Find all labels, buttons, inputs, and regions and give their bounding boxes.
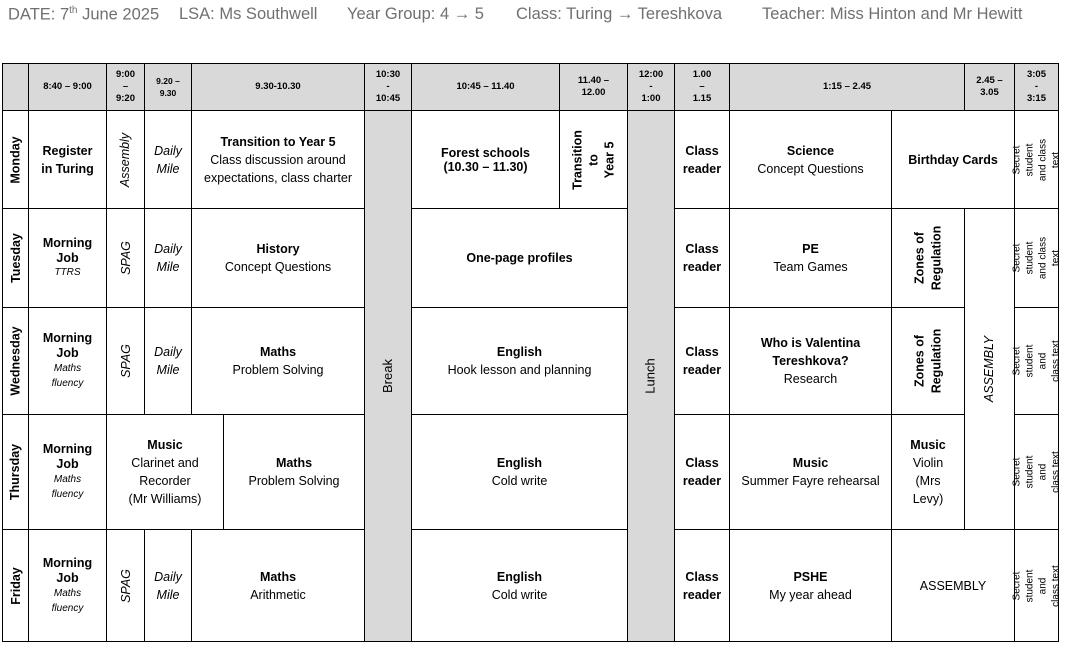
secret-student-cell: Secret student and class text	[1014, 208, 1059, 308]
day-thursday: Thursday	[2, 414, 29, 530]
assembly-cell: ASSEMBLY	[891, 529, 1015, 642]
class-label: Class: Turing → Tereshkova	[516, 5, 723, 23]
time-header: 10:45 – 11.40	[411, 63, 560, 111]
lsa-label: LSA: Ms Southwell	[179, 5, 318, 23]
time-header: 11.40 – 12.00	[559, 63, 628, 111]
history-cell: History Concept Questions	[191, 208, 365, 308]
time-header: 3:05 - 3:15	[1014, 63, 1059, 111]
profiles-cell: One-page profiles	[411, 208, 628, 308]
daily-mile-cell: Daily Mile	[144, 208, 192, 308]
zones-cell: Zones of Regulation	[891, 307, 965, 415]
day-wednesday: Wednesday	[2, 307, 29, 415]
class-reader-cell: Class reader	[674, 307, 730, 415]
maths-cell: Maths Problem Solving	[191, 307, 365, 415]
year-group-label: Year Group: 4 → 5	[347, 5, 484, 23]
spag-cell: SPAG	[106, 208, 145, 308]
music-violin-cell: Music Violin (Mrs Levy)	[891, 414, 965, 530]
music-clarinet-cell: Music Clarinet and Recorder (Mr Williams)	[106, 414, 224, 530]
morning-job-cell: Morning Job TTRS	[28, 208, 107, 308]
time-header: 10:30 - 10:45	[364, 63, 412, 111]
date-label: DATE: 7th June 2025	[8, 5, 160, 24]
day-monday: Monday	[2, 110, 29, 209]
daily-mile-cell: Daily Mile	[144, 110, 192, 209]
daily-mile-cell: Daily Mile	[144, 307, 192, 415]
tereshkova-cell: Who is Valentina Tereshkova? Research	[729, 307, 892, 415]
assembly-column: ASSEMBLY	[964, 208, 1015, 530]
science-cell: Science Concept Questions	[729, 110, 892, 209]
music-rehearsal-cell: Music Summer Fayre rehearsal	[729, 414, 892, 530]
daily-mile-cell: Daily Mile	[144, 529, 192, 642]
time-header: 2.45 – 3.05	[964, 63, 1015, 111]
time-header: 8:40 – 9:00	[28, 63, 107, 111]
english-cell: English Hook lesson and planning	[411, 307, 628, 415]
time-header: 9.20 – 9.30	[144, 63, 192, 111]
time-header: 1:15 – 2.45	[729, 63, 965, 111]
corner-cell	[2, 63, 29, 111]
pshe-cell: PSHE My year ahead	[729, 529, 892, 642]
register-cell: Register in Turing	[28, 110, 107, 209]
time-header: 1.00 – 1.15	[674, 63, 730, 111]
day-tuesday: Tuesday	[2, 208, 29, 308]
maths-cell: Maths Arithmetic	[191, 529, 365, 642]
secret-student-cell: Secret student and class text	[1014, 414, 1059, 530]
break-column: Break	[364, 110, 412, 642]
transition-cell: Transition to Year 5 Class discussion around expectations, class charter	[191, 110, 365, 209]
english-cell: English Cold write	[411, 529, 628, 642]
teacher-label: Teacher: Miss Hinton and Mr Hewitt	[762, 5, 1023, 23]
time-header: 9:00 – 9:20	[106, 63, 145, 111]
secret-student-cell: Secret student and class text	[1014, 529, 1059, 642]
secret-student-cell: Secret student and class text	[1014, 110, 1059, 209]
time-header: 9.30-10.30	[191, 63, 365, 111]
morning-job-cell: Morning Job Maths fluency	[28, 529, 107, 642]
class-reader-cell: Class reader	[674, 414, 730, 530]
class-reader-cell: Class reader	[674, 110, 730, 209]
spag-cell: SPAG	[106, 529, 145, 642]
class-reader-cell: Class reader	[674, 208, 730, 308]
spag-cell: SPAG	[106, 307, 145, 415]
transition-vertical-cell: Transition to Year 5	[559, 110, 628, 209]
time-header: 12:00 - 1:00	[627, 63, 675, 111]
timetable	[2, 63, 1062, 642]
morning-job-cell: Morning Job Maths fluency	[28, 307, 107, 415]
english-cell: English Cold write	[411, 414, 628, 530]
maths-cell: Maths Problem Solving	[223, 414, 365, 530]
zones-cell: Zones of Regulation	[891, 208, 965, 308]
class-reader-cell: Class reader	[674, 529, 730, 642]
birthday-cards-cell: Birthday Cards	[891, 110, 1015, 209]
secret-student-cell: Secret student and class text	[1014, 307, 1059, 415]
assembly-cell: Assembly	[106, 110, 145, 209]
day-friday: Friday	[2, 529, 29, 642]
morning-job-cell: Morning Job Maths fluency	[28, 414, 107, 530]
pe-cell: PE Team Games	[729, 208, 892, 308]
forest-schools-cell: Forest schools (10.30 – 11.30)	[411, 110, 560, 209]
lunch-column: Lunch	[627, 110, 675, 642]
